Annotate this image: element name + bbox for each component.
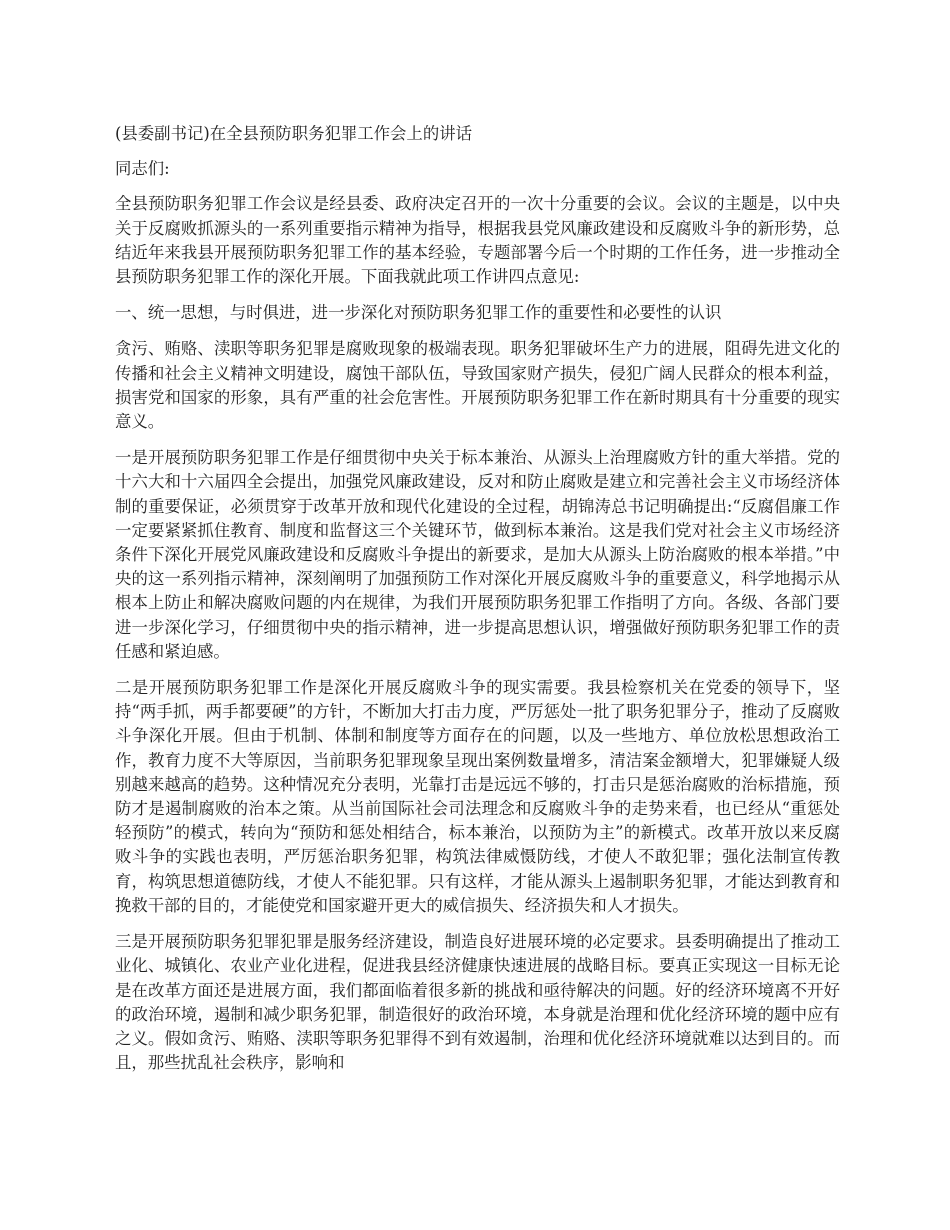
section-heading-1: 一、统一思想，与时俱进，进一步深化对预防职务犯罪工作的重要性和必要性的认识: [115, 303, 722, 323]
paragraph-point-2: 二是开展预防职务犯罪工作是深化开展反腐败斗争的现实需要。我县检察机关在党委的领导下，坚持“两手抓，两手都要硬”的方针，不断加大打击力度，严厉惩处一批了职务犯罪分子，推动了反腐败斗争深化开展。但由于机制、体制和制度等方面存在的问题，以及一些地方、单位放松思想政治工作，教育力度不大等原因，当前职务犯罪现象呈现出案例数量增多，清洁案金额增大，犯罪嫌疑人级别越来越高的趋势。这种情况充分表明，光靠打击是远远不够的，打击只是惩治腐败的治标措施，预防才是遏制腐败的治本之策。从当前国际社会司法理念和反腐败斗争的走势来看，也已经从“重惩处轻预防”的模式，转向为“预防和惩处相结合，标本兼治，以预防为主”的新模式。改革开放以来反腐败斗争的实践也表明，严厉惩治职务犯罪，构筑法律威慑防线，才使人不敢犯罪；强化法制宣传教育，构筑思想道德防线，才使人不能犯罪。只有这样，才能从源头上遏制职务犯罪，才能达到教育和挽救干部的目的，才能使党和国家避开更大的威信损失、经济损失和人才损失。: [115, 678, 840, 915]
document-title: (县委副书记)在全县预防职务犯罪工作会上的讲话: [115, 124, 472, 143]
document-body: [115, 122, 840, 1087]
salutation: 同志们:: [115, 159, 170, 179]
paragraph-intro: 全县预防职务犯罪工作会议是经县委、政府决定召开的一次十分重要的会议。会议的主题是，以中央关于反腐败抓源头的一系列重要指示精神为指导，根据我县党风廉政建设和反腐败斗争的新形势，总结近年来我县开展预防职务犯罪工作的基本经验，专题部署今后一个时期的工作任务，进一步推动全县预防职务犯罪工作的深化开展。下面我就此项工作讲四点意见:: [115, 194, 840, 287]
paragraph-point-1: 一是开展预防职务犯罪工作是仔细贯彻中央关于标本兼治、从源头上治理腐败方针的重大举措。党的十六大和十六届四全会提出，加强党风廉政建设，反对和防止腐败是建立和完善社会主义市场经济体制的重要保证，必须贯穿于改革开放和现代化建设的全过程，胡锦涛总书记明确提出:“反腐倡廉工作一定要紧紧抓住教育、制度和监督这三个关键环节，做到标本兼治。这是我们党对社会主义市场经济条件下深化开展党风廉政建设和反腐败斗争提出的新要求，是加大从源头上防治腐败的根本举措。”中央的这一系列指示精神，深刻阐明了加强预防工作对深化开展反腐败斗争的重要意义，科学地揭示从根本上防止和解决腐败问题的内在规律，为我们开展预防职务犯罪工作指明了方向。各级、各部门要进一步深化学习，仔细贯彻中央的指示精神，进一步提高思想认识，增强做好预防职务犯罪工作的责任感和紧迫感。: [115, 448, 840, 661]
paragraph-point-3: 三是开展预防职务犯罪犯罪是服务经济建设，制造良好进展环境的必定要求。县委明确提出了推动工业化、城镇化、农业产业化进程，促进我县经济健康快速进展的战略目标。要真正实现这一目标无论是在改革方面还是进展方面，我们都面临着很多新的挑战和亟待解决的问题。好的经济环境离不开好的政治环境，遏制和减少职务犯罪，制造很好的政治环境，本身就是治理和优化经济环境的题中应有之义。假如贪污、贿赂、渎职等职务犯罪得不到有效遏制，治理和优化经济环境就难以达到目的。而且，那些扰乱社会秩序，影响和: [115, 932, 840, 1073]
paragraph-crime-harm: 贪污、贿赂、渎职等职务犯罪是腐败现象的极端表现。职务犯罪破坏生产力的进展，阻碍先进文化的传播和社会主义精神文明建设，腐蚀干部队伍，导致国家财产损失，侵犯广阔人民群众的根本利益，损害党和国家的形象，具有严重的社会危害性。开展预防职务犯罪工作在新时期具有十分重要的现实意义。: [115, 339, 840, 432]
